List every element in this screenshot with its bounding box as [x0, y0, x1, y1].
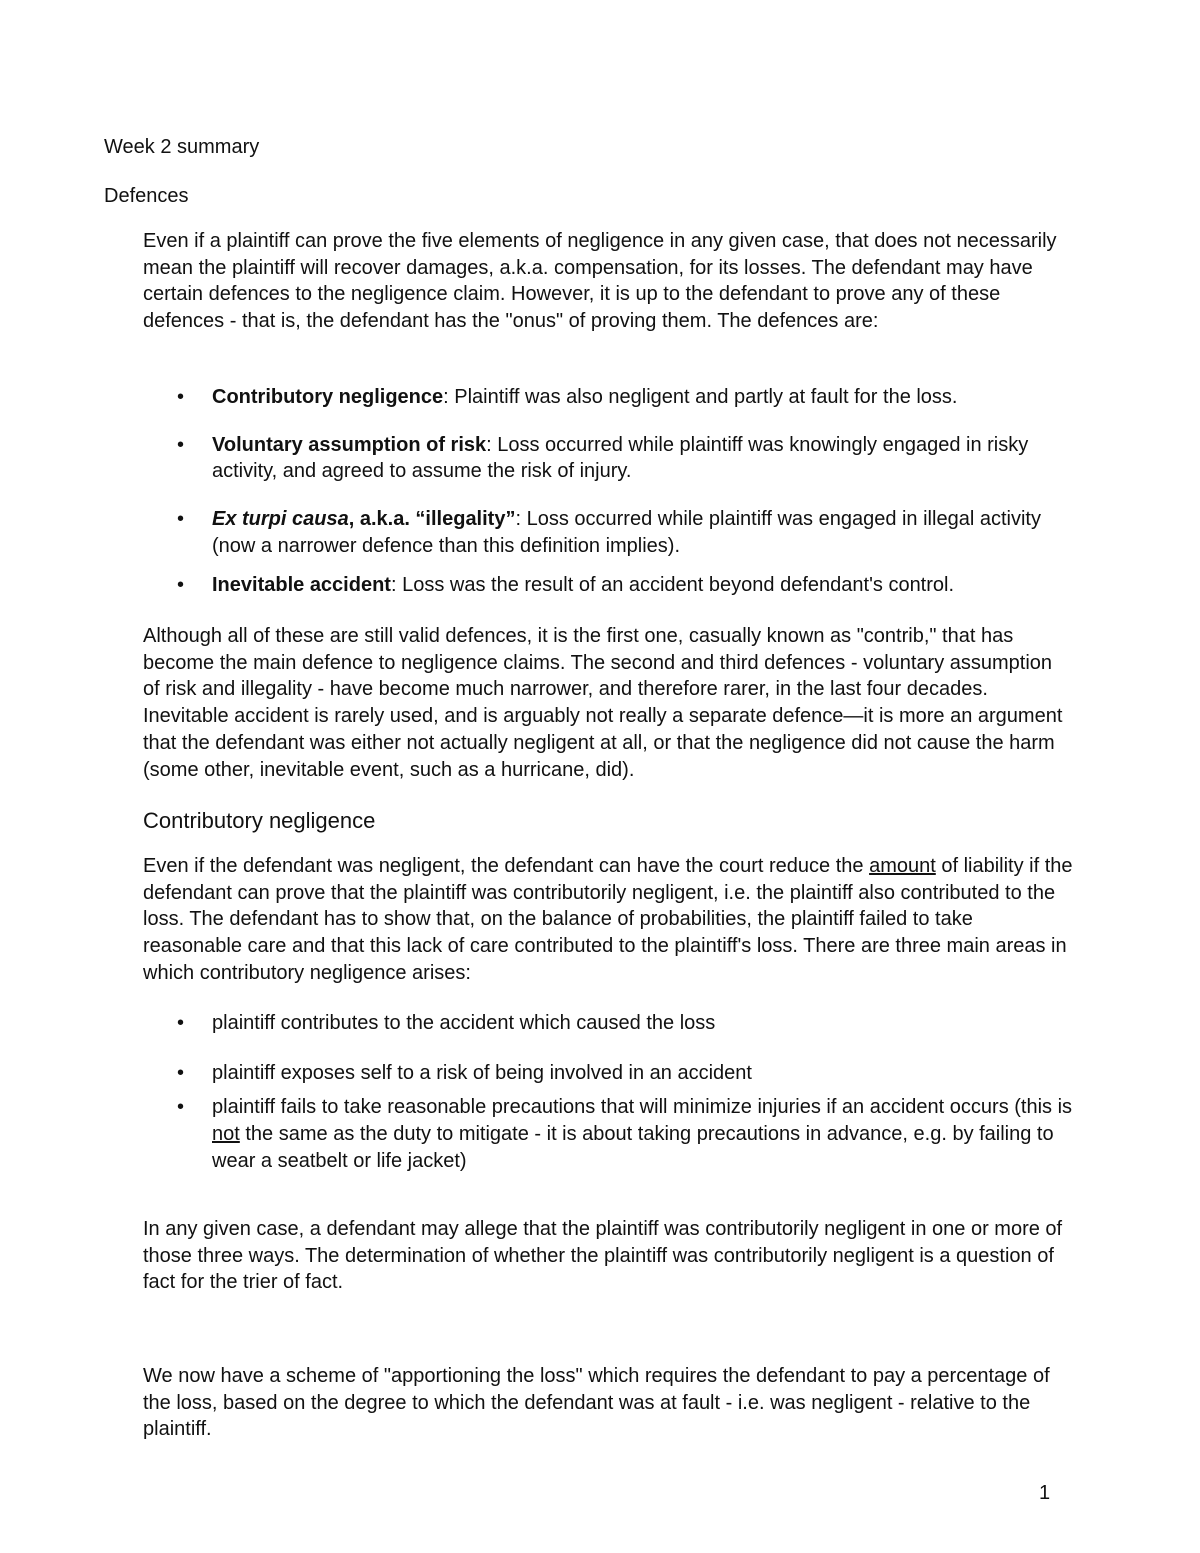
list-item: [143, 572, 1073, 599]
contrib-paragraph: [143, 853, 1073, 987]
contrib-text-underlined: amount: [869, 855, 936, 877]
bullet-icon: •: [177, 386, 185, 408]
section-heading-defences: Defences: [104, 185, 189, 207]
defence-term-italic: Ex turpi causa: [212, 508, 349, 531]
list-item: [143, 432, 1073, 485]
defence-term: , a.k.a. “illegality”: [348, 508, 516, 531]
area-text: plaintiff exposes self to a risk of being involved in an accident: [212, 1061, 752, 1084]
contrib-text-before: Even if the defendant was negligent, the defendant can have the court reduce the: [143, 855, 870, 877]
list-item: [143, 1094, 1073, 1174]
bullet-icon: •: [177, 508, 185, 531]
defence-term: Contributory negligence: [212, 386, 444, 408]
bullet-icon: •: [177, 1061, 185, 1084]
defences-summary-paragraph: Although all of these are still valid defences, it is the first one, casually known as "contrib," that has become the main defence to negligence claims. The second and third defences - voluntary assumption of risk and illegality - have become much narrower, and therefore rarer, in the last four decades. Inevitable accident is rarely used, and is arguably not really a separate defence—it is more an argument that the defendant was either not actually negligent at all, or that the negligence did not cause the harm (some other, inevitable event, such as a hurricane, did).: [143, 625, 1063, 781]
defence-description: : Loss occurred while plaintiff was engaged in illegal activity (now a narrower defence than this definition implies).: [212, 508, 1041, 557]
area-text-before: plaintiff fails to take reasonable precautions that will minimize injuries if an accident occurs (this is: [212, 1096, 1073, 1119]
document-title: Week 2 summary: [104, 136, 260, 158]
list-item: [143, 1010, 1073, 1037]
bullet-icon: •: [177, 1096, 185, 1119]
contrib-text-after: of liability if the defendant can prove that the plaintiff was contributorily negligent, i.e. the plaintiff also contributed to the loss. The defendant has to show that, on the balance of probabilities, the plaintiff failed to take reasonable care and that this lack of care contributed to the plaintiff's loss. There are three main areas in which contributory negligence arises:: [143, 855, 1073, 984]
allegation-paragraph: In any given case, a defendant may allege that the plaintiff was contributorily negligent in one or more of those three ways. The determination of whether the plaintiff was contributorily negligent is a question of fact for the trier of fact.: [143, 1218, 1063, 1294]
defence-description: : Loss occurred while plaintiff was knowingly engaged in risky activity, and agreed to assume the risk of injury.: [212, 433, 1029, 483]
area-text-underlined: not: [212, 1123, 240, 1146]
defence-term: Voluntary assumption of risk: [212, 433, 487, 456]
list-item: [143, 1060, 1073, 1087]
bullet-icon: •: [177, 1012, 185, 1034]
area-text-after: the same as the duty to mitigate - it is about taking precautions in advance, e.g. by failing to wear a seatbelt or life jacket): [212, 1123, 1054, 1172]
intro-paragraph: Even if a plaintiff can prove the five elements of negligence in any given case, that does not necessarily mean the plaintiff will recover damages, a.k.a. compensation, for its losses. The defendant may have certain defences to the negligence claim. However, it is up to the defendant to prove any of these defences - that is, the defendant has the "onus" of proving them. The defences are:: [143, 230, 1057, 333]
page-number: 1: [1039, 1482, 1051, 1504]
bullet-icon: •: [177, 573, 185, 596]
list-item: [143, 506, 1073, 559]
bullet-icon: •: [177, 433, 185, 456]
defence-description: : Plaintiff was also negligent and partly at fault for the loss.: [443, 386, 958, 408]
subheading-contributory-negligence: Contributory negligence: [143, 808, 376, 833]
apportion-paragraph: We now have a scheme of "apportioning the loss" which requires the defendant to pay a percentage of the loss, based on the degree to which the defendant was at fault - i.e. was negligent - relative to the plaintiff.: [143, 1365, 1050, 1441]
area-text: plaintiff contributes to the accident which caused the loss: [212, 1012, 716, 1034]
areas-list: [143, 1010, 1073, 1175]
list-item: [143, 384, 1073, 411]
defence-description: : Loss was the result of an accident beyond defendant's control.: [390, 573, 955, 596]
defences-list: [143, 384, 1073, 598]
defence-term: Inevitable accident: [212, 573, 391, 596]
